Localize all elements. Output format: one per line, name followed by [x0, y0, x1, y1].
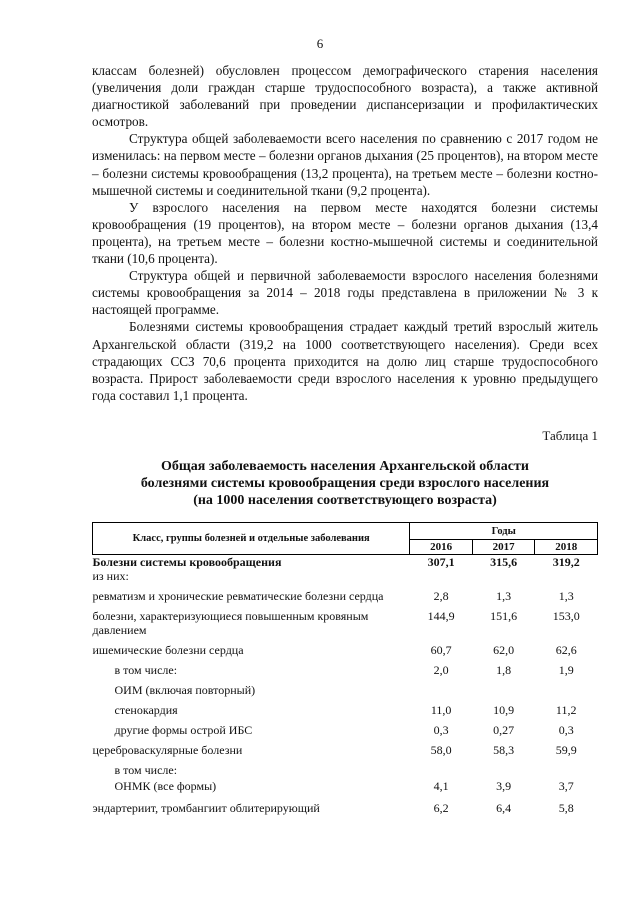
cell-2016	[410, 763, 473, 779]
table-row	[93, 763, 598, 779]
paragraph-2: Структура общей заболеваемости всего населения по сравнению с 2017 годом не изменилась: на первом месте – болезни органов дыхания (25 процентов), на втором месте – болезни системы кровообращения (13,2 процента), на третьем месте – болезни костно-мышечной системы и соединительной ткани (9,2 процента).	[92, 131, 598, 198]
table-row	[93, 801, 598, 815]
cell-2016: 0,3	[433, 723, 449, 737]
cell-2017	[472, 683, 535, 703]
row-label: Болезни системы кровообращения	[92, 555, 282, 569]
row-label: ОИМ (включая повторный)	[114, 683, 256, 697]
cell-2016: 58,0	[430, 743, 452, 757]
table-title-line: болезнями системы кровообращения среди взрослого населения	[140, 476, 550, 491]
header-year: 2016	[410, 540, 473, 555]
paragraph-3: У взрослого населения на первом месте находятся болезни системы кровообращения (19 процентов), на втором месте – болезни органов дыхания (13,4 процента), на третьем месте – болезни костно-мышечной системы и соединительной ткани (10,6 процента).	[92, 199, 598, 267]
table-row	[93, 589, 598, 609]
cell-2018: 5,8	[558, 801, 574, 815]
table-row	[93, 743, 598, 763]
cell-2018: 62,6	[555, 643, 577, 657]
cell-2018: 0,3	[558, 723, 574, 737]
body-text	[92, 62, 598, 404]
table-row	[93, 555, 598, 570]
table-title-line: Общая заболеваемость населения Архангельской области	[161, 459, 529, 474]
header-years: Годы	[410, 523, 598, 540]
table-row	[93, 569, 598, 589]
table-row	[93, 643, 598, 663]
cell-2018	[535, 683, 598, 703]
cell-2016	[410, 569, 473, 589]
table-row	[93, 703, 598, 723]
table-label: Таблица 1	[542, 428, 598, 443]
cell-2016: 6,2	[433, 801, 449, 815]
cell-2018: 153,0	[552, 609, 580, 623]
cell-2018: 3,7	[558, 779, 574, 793]
table-row	[93, 609, 598, 643]
cell-2018: 1,9	[558, 663, 574, 677]
paragraph-4: Структура общей и первичной заболеваемости взрослого населения болезнями системы кровообращения за 2014 – 2018 годы представлена в приложении № 3 к настоящей программе.	[92, 268, 598, 318]
cell-2016: 2,0	[433, 663, 449, 677]
paragraph-1: классам болезней) обусловлен процессом демографического старения населения (увеличения доли граждан старше трудоспособного возраста), а также активной диагностикой заболеваний при проведении диспансеризации и профилактических осмотров.	[92, 63, 598, 130]
cell-2016: 2,8	[433, 589, 449, 603]
cell-2017	[472, 569, 535, 589]
cell-2016: 307,1	[427, 555, 455, 569]
row-label: стенокардия	[114, 703, 178, 717]
table-row	[93, 663, 598, 683]
cell-2016: 60,7	[430, 643, 452, 657]
row-label: в том числе:	[114, 663, 178, 677]
cell-2016: 144,9	[427, 609, 455, 623]
table-title	[92, 458, 598, 509]
cell-2017: 315,6	[490, 555, 518, 569]
cell-2018: 11,2	[555, 703, 577, 717]
cell-2016: 11,0	[430, 703, 452, 717]
cell-2017	[472, 763, 535, 779]
page-number: 6	[316, 36, 324, 51]
row-label: другие формы острой ИБС	[114, 723, 253, 737]
cell-2018: 59,9	[555, 743, 577, 757]
row-label: ишемические болезни сердца	[92, 643, 244, 657]
cell-2017: 6,4	[496, 801, 512, 815]
cell-2017: 3,9	[496, 779, 512, 793]
row-label: эндартериит, тромбангиит облитерирующий	[92, 801, 320, 815]
row-label: ОНМК (все формы)	[114, 779, 217, 793]
cell-2016: 4,1	[433, 779, 449, 793]
cell-2017: 10,9	[493, 703, 515, 717]
cell-2017: 0,27	[493, 723, 515, 737]
table-row	[93, 723, 598, 743]
cell-2017: 1,3	[496, 589, 512, 603]
cell-2018	[535, 569, 598, 589]
table-row	[93, 779, 598, 801]
row-label: в том числе:	[114, 763, 178, 777]
morbidity-table	[92, 522, 598, 815]
row-label: болезни, характеризующиеся повышенным кровяным давлением	[92, 609, 369, 637]
cell-2018: 1,3	[558, 589, 574, 603]
row-label: ревматизм и хронические ревматические болезни сердца	[92, 589, 384, 603]
row-label: из них:	[92, 569, 129, 583]
paragraph-5: Болезнями системы кровообращения страдает каждый третий взрослый житель Архангельской области (319,2 на 1000 соответствующего населения). Среди всех страдающих ССЗ 70,6 процента приходится на долю лиц старше трудоспособного возраста. Прирост заболеваемости среди взрослого населения к уровню предыдущего года составил 1,1 процента.	[92, 319, 598, 403]
header-year: 2017	[472, 540, 535, 555]
cell-2018: 319,2	[552, 555, 580, 569]
cell-2017: 151,6	[490, 609, 518, 623]
cell-2018	[535, 763, 598, 779]
row-label: цереброваскулярные болезни	[92, 743, 243, 757]
cell-2017: 58,3	[493, 743, 515, 757]
cell-2016	[410, 683, 473, 703]
table-row	[93, 683, 598, 703]
header-year: 2018	[535, 540, 598, 555]
header-class: Класс, группы болезней и отдельные заболевания	[93, 523, 410, 555]
cell-2017: 1,8	[496, 663, 512, 677]
cell-2017: 62,0	[493, 643, 515, 657]
table-title-line: (на 1000 населения соответствующего возраста)	[193, 493, 497, 508]
